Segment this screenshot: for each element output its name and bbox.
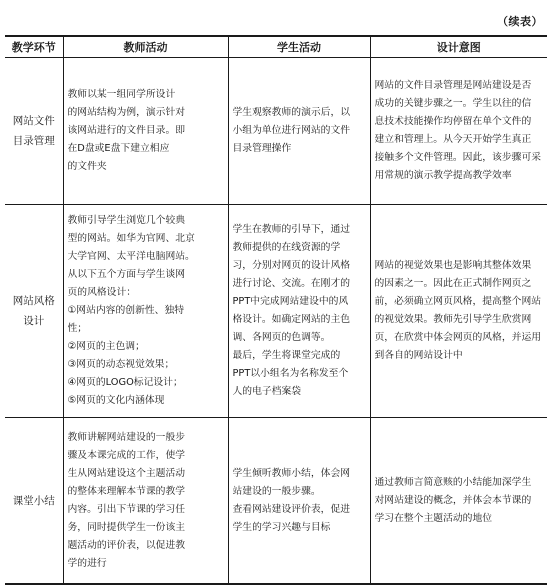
cell-text-line: 在D盘或E盘下建立相应 bbox=[67, 143, 170, 154]
cell-text-line: ⑤网页的文化内涵体现 bbox=[67, 395, 165, 406]
cell-text-line: 到各自的网站设计中 bbox=[374, 350, 463, 361]
cell-text-line: 目录管理 bbox=[12, 135, 55, 147]
cell-text-line: 学生观察教师的演示后，以 bbox=[232, 107, 351, 118]
cell-text-line: ④网页的LOGO标记设计； bbox=[67, 377, 183, 388]
cell-text-line: 网站的文件目录管理是网站建设是否 bbox=[374, 80, 532, 91]
cell-text-line: 网站文件 bbox=[12, 115, 55, 127]
cell-text-line: PPT中完成网站建设中的风 bbox=[232, 296, 349, 307]
cell-text-line: 通过教师言简意赅的小结能加深学生 bbox=[374, 476, 532, 488]
cell-text-line: 骤及本课完成的工作，使学 bbox=[67, 449, 186, 461]
teacher-activity-cell bbox=[63, 418, 228, 585]
cell-text-line: 生从网站建设这个主题活动 bbox=[67, 467, 186, 479]
teacher-activity-cell bbox=[63, 205, 228, 418]
cell-text-line: 题活动的评价表，以促进教 bbox=[67, 539, 186, 551]
cell-text-line: 该网站进行的文件目录。即 bbox=[67, 125, 186, 136]
cell-text-line: 进行讨论、交流。在刚才的 bbox=[232, 278, 351, 289]
cell-text-line: 小组为单位进行网站的文件 bbox=[232, 125, 351, 136]
cell-text-line: 学生在教师的引导下，通过 bbox=[232, 224, 351, 235]
header-design-intent: 设计意图 bbox=[370, 36, 547, 58]
cell-text-line: 用常规的演示教学提高教学效率 bbox=[374, 170, 512, 181]
cell-text-line: 内容。引出下节课的学习任 bbox=[67, 503, 186, 515]
student-activity-cell bbox=[228, 418, 370, 585]
cell-text-line: 的视觉效果。教师先引导学生欣赏网 bbox=[374, 314, 532, 325]
cell-text-line: 成功的关键步骤之一。学生以往的信 bbox=[374, 98, 532, 109]
cell-text-line: 学习在整个主题活动的地位 bbox=[374, 512, 493, 524]
cell-text-line: 页的风格设计： bbox=[67, 287, 137, 298]
cell-text-line: 性； bbox=[67, 323, 88, 334]
cell-text-line: 的因素之一。因此在正式制作网页之 bbox=[374, 278, 532, 289]
lesson-plan-table bbox=[5, 35, 547, 585]
design-intent-cell bbox=[370, 418, 547, 585]
cell-text-line: 息技术技能操作均停留在单个文件的 bbox=[374, 116, 532, 127]
cell-text-line: 设计 bbox=[23, 315, 45, 327]
header-stage: 教学环节 bbox=[5, 36, 63, 58]
cell-text-line: 查看网站建设评价表，促进 bbox=[232, 503, 351, 515]
cell-text-line: 学生倾听教师小结，体会网 bbox=[232, 467, 351, 479]
cell-text-line: 网站的视觉效果也是影响其整体效果 bbox=[374, 260, 532, 271]
continued-label: （续表） bbox=[497, 15, 543, 28]
cell-text-line: 接触多个文件管理。因此，该步骤可采 bbox=[374, 152, 542, 163]
cell-text-line: 目录管理操作 bbox=[232, 143, 292, 154]
cell-text-line: 学的进行 bbox=[67, 557, 107, 569]
cell-text-line: 的网站结构为例，演示针对 bbox=[67, 107, 186, 118]
cell-text-line: 教师讲解网站建设的一般步 bbox=[67, 431, 186, 443]
cell-text-line: 务，同时提供学生一份该主 bbox=[67, 521, 186, 533]
cell-text-line: ③网页的动态视觉效果； bbox=[67, 359, 175, 370]
cell-text-line: 调、各网页的色调等。 bbox=[232, 332, 331, 343]
stage-cell bbox=[5, 205, 63, 418]
cell-text-line: 习，分别对网页的设计风格 bbox=[232, 260, 351, 271]
cell-text-line: 从以下五个方面与学生谈网 bbox=[67, 269, 186, 280]
cell-text-line: 学生的学习兴趣与目标 bbox=[232, 521, 331, 533]
cell-text-line: 的整体来理解本节课的教学 bbox=[67, 485, 186, 497]
cell-text-line: 站建设的一般步骤。 bbox=[232, 485, 321, 497]
cell-text-line: 的文件夹 bbox=[67, 161, 107, 172]
cell-text-line: 格设计。如确定网站的主色 bbox=[232, 314, 351, 325]
table-row bbox=[5, 58, 547, 205]
table-row bbox=[5, 418, 547, 585]
stage-cell bbox=[5, 418, 63, 585]
cell-text-line: ②网页的主色调； bbox=[67, 341, 145, 352]
design-intent-cell bbox=[370, 205, 547, 418]
table-row bbox=[5, 205, 547, 418]
cell-text-line: 对网站建设的概念，并体会本节课的 bbox=[374, 494, 532, 506]
cell-text-line: 最后，学生将课堂完成的 bbox=[232, 350, 341, 361]
teacher-activity-cell bbox=[63, 58, 228, 205]
cell-text-line: 型的网站。如华为官网、北京 bbox=[67, 233, 195, 244]
table-header-row bbox=[5, 36, 547, 58]
cell-text-line: 课堂小结 bbox=[12, 494, 55, 507]
cell-text-line: 大学官网、太平洋电脑网站。 bbox=[67, 251, 195, 262]
design-intent-cell bbox=[370, 58, 547, 205]
student-activity-cell bbox=[228, 58, 370, 205]
student-activity-cell bbox=[228, 205, 370, 418]
cell-text-line: 教师以某一组同学所设计 bbox=[67, 89, 176, 100]
cell-text-line: 页，在欣赏中体会网页的风格，并运用 bbox=[374, 332, 542, 343]
stage-cell bbox=[5, 58, 63, 205]
cell-text-line: 前，必须确立网页风格，提高整个网站 bbox=[374, 296, 542, 307]
header-teacher-activity: 教师活动 bbox=[63, 36, 228, 58]
cell-text-line: 网站风格 bbox=[12, 295, 55, 307]
cell-text-line: 人的电子档案袋 bbox=[232, 386, 302, 397]
cell-text-line: 建立和管理上。从今天开始学生真正 bbox=[374, 134, 532, 145]
cell-text-line: ①网站内容的创新性、独特 bbox=[67, 305, 185, 316]
header-student-activity: 学生活动 bbox=[228, 36, 370, 58]
cell-text-line: 教师提供的在线资源的学 bbox=[232, 242, 341, 253]
cell-text-line: 教师引导学生浏览几个较典 bbox=[67, 215, 186, 226]
cell-text-line: PPT以小组名为名称发至个 bbox=[232, 368, 349, 379]
